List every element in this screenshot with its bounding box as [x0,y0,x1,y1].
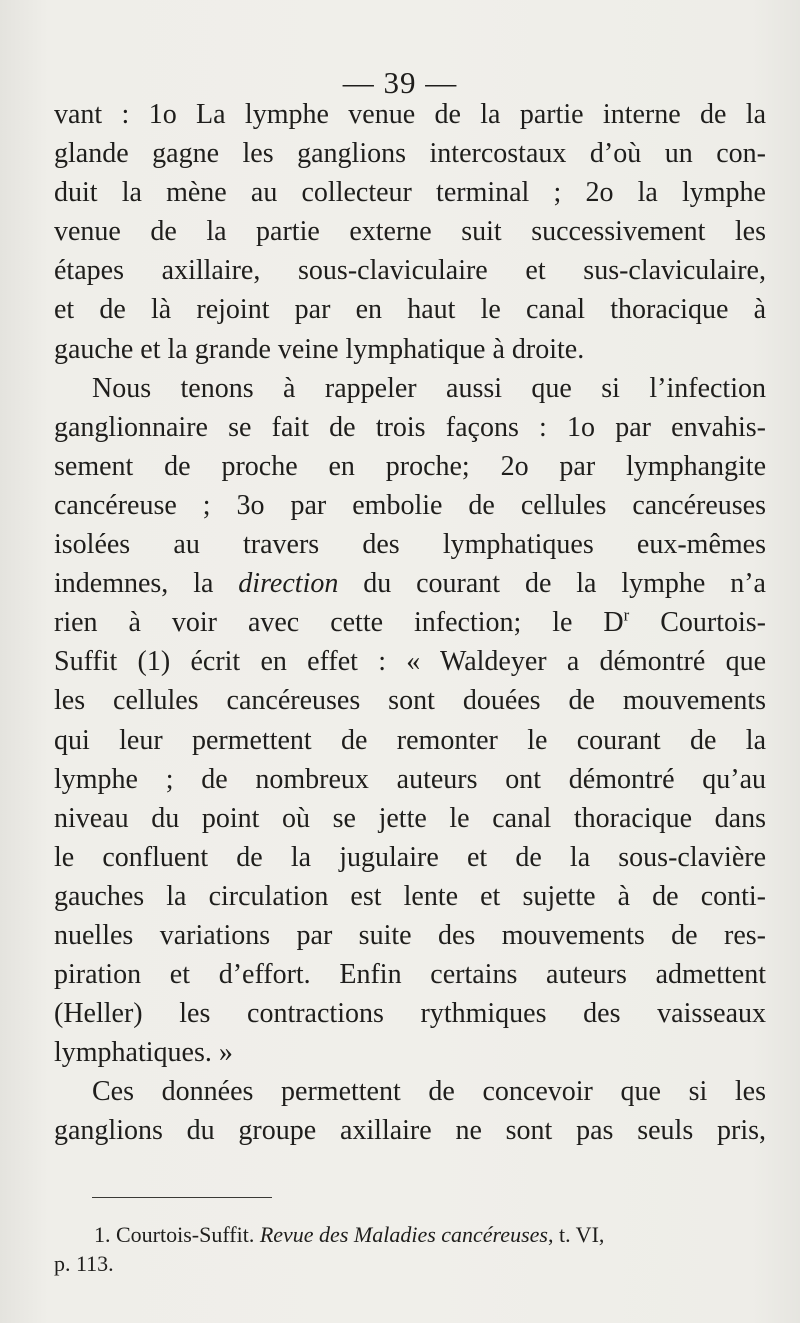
text-line: cancéreuse ; 3o par embolie de cellules cancéreuses [54,489,766,521]
text-line: niveau du point où se jette le canal thoracique dans [54,802,766,834]
text-line: lymphe ; de nombreux auteurs ont démontré qu’au [54,763,766,795]
body-text [54,95,766,1151]
italic-term: direction [238,568,339,600]
footnote-journal-title: Revue des Maladies cancéreuses [259,1222,548,1247]
text-line: venue de la partie externe suit successivement les [54,216,766,248]
text-line: lymphatiques. » [54,1037,233,1069]
text-line: ganglions du groupe axillaire ne sont pas seuls pris, [54,1115,766,1147]
text-line: isolées au travers des lymphatiques eux-mêmes [54,529,766,561]
text-segment: du courant de la lymphe n’a [338,568,766,600]
text-line: sement de proche en proche; 2o par lymphangite [54,450,766,482]
text-line: Ces données permettent de concevoir que si les [92,1076,766,1108]
footnote-rule [92,1197,272,1198]
text-line: (Heller) les contractions rythmiques des vaisseaux [54,998,766,1030]
footnote-line [54,1220,766,1249]
text-segment: indemnes, la [54,568,239,600]
text-line: Suffit (1) écrit en effet : « Waldeyer a démontré que [54,646,766,678]
text-line: piration et d’effort. Enfin certains auteurs admettent [54,959,766,991]
superscript: r [623,605,630,625]
text-line: qui leur permettent de remonter le courant de la [54,724,766,756]
footnote-volume: , t. VI, [547,1222,605,1247]
footnote-source: 1. Courtois-Suffit. [94,1222,260,1247]
text-line: le confluent de la jugulaire et de la sous-clavière [54,841,766,873]
text-line: gauche et la grande veine lymphatique à droite. [54,333,585,365]
text-line [54,564,766,603]
text-line: gauches la circulation est lente et sujette à de conti- [54,880,766,912]
text-line [54,603,766,642]
text-segment: rien à voir avec cette infection; le D [54,607,624,639]
text-segment: Courtois- [629,607,766,639]
text-line: étapes axillaire, sous-claviculaire et sus-claviculaire, [54,255,766,287]
page-number: — 39 — [342,65,458,100]
text-line: vant : 1o La lymphe venue de la partie interne de la [54,99,766,130]
text-line: glande gagne les ganglions intercostaux d’où un con- [54,138,766,170]
text-line: Nous tenons à rappeler aussi que si l’infection [92,372,766,404]
text-line: les cellules cancéreuses sont douées de mouvements [54,685,766,717]
text-line: ganglionnaire se fait de trois façons : 1o par envahis- [54,411,766,443]
text-line: nuelles variations par suite des mouvements de res- [54,919,766,951]
text-line: duit la mène au collecteur terminal ; 2o la lymphe [54,177,766,209]
text-line: et de là rejoint par en haut le canal thoracique à [54,294,766,326]
footnote-line: p. 113. [54,1251,114,1276]
footnote [54,1220,766,1278]
